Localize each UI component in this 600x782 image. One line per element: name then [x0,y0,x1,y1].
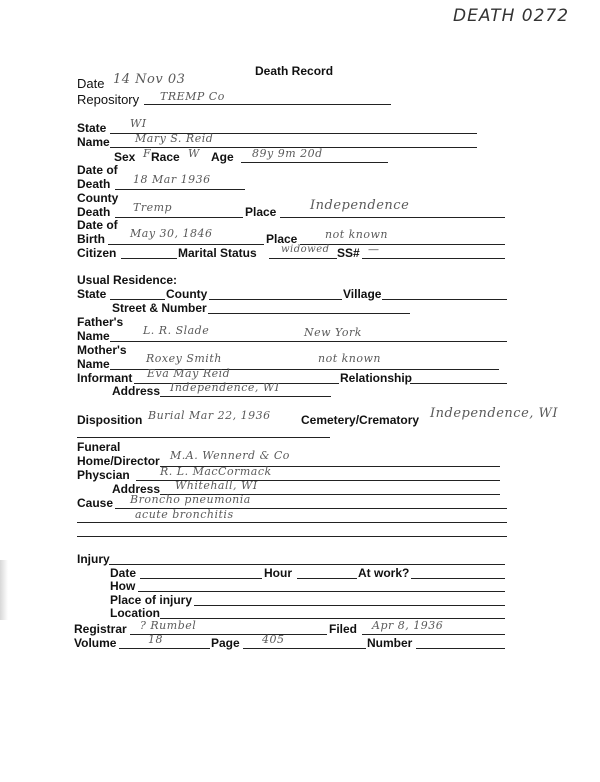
page-value: 405 [262,633,285,646]
birth-place-line [300,244,505,245]
number-line [416,648,505,649]
state-value: WI [130,117,147,130]
page-line [243,648,366,649]
cemetery-value: Independence, WI [430,406,559,421]
residence-state-label: State [77,287,107,301]
citizen-line [121,258,177,259]
birth-date-line [108,244,264,245]
death-county-line [115,217,243,218]
filed-label: Filed [329,622,358,636]
repository-value: TREMP Co [160,90,225,103]
informant-address-label: Address [112,384,161,398]
place-of-injury-label: Place of injury [110,593,193,607]
how-line [138,591,505,592]
village-label: Village [343,287,382,301]
filed-line [362,634,505,635]
cause-value-1: Broncho pneumonia [130,493,251,506]
registrar-value: ? Rumbel [140,619,197,632]
date-value: 14 Nov 03 [113,72,186,87]
cause-value-2: acute bronchitis [135,508,234,521]
home-director-label: Home/Director [77,454,160,468]
home-director-value: M.A. Wennerd & Co [170,449,290,462]
age-line [241,162,388,163]
physcian-address-value: Whitehall, WI [175,479,258,492]
death-place-line [280,217,505,218]
physcian-label: Physcian [77,468,130,482]
mother-place-value: not known [318,352,381,365]
page-label: Page [211,636,240,650]
informant-value: Eva May Reid [147,367,231,380]
date-label: Date [77,76,105,91]
injury-date-label: Date [110,566,137,580]
how-label: How [110,579,136,593]
usual-residence-label: Usual Residence: [77,273,178,287]
injury-label: Injury [77,552,110,566]
residence-county-label: County [166,287,208,301]
father-place-value: New York [304,326,362,339]
name-label: Name [77,135,110,149]
marital-status-label: Marital Status [178,246,257,260]
age-label: Age [211,150,234,164]
death-label: Death [77,177,111,191]
birth-date-value: May 30, 1846 [130,227,213,240]
village-line [382,299,507,300]
page-title: Death Record [255,64,334,78]
injury-line [109,564,505,565]
cause-line-2 [77,522,507,523]
county-death-label: Death [77,205,111,219]
repository-line [144,104,391,105]
relationship-line [410,383,507,384]
father-name-label: Name [77,329,110,343]
repository-label: Repository [77,92,140,107]
marital-status-line [269,258,337,259]
funeral-label: Funeral [77,440,121,454]
father-name-value: L. R. Slade [143,324,210,337]
age-value: 89y 9m 20d [252,147,323,160]
citizen-label: Citizen [77,246,117,260]
hour-line [297,578,357,579]
place-of-injury-line [194,605,505,606]
death-place-value: Independence [310,198,410,213]
father-name-line [110,341,507,342]
state-label: State [77,121,107,135]
date-of-birth-label: Date of [77,218,118,232]
residence-state-line [110,299,165,300]
cause-label: Cause [77,496,114,510]
birth-place-value: not known [325,228,388,241]
race-value: W [188,147,200,160]
cause-line-3 [77,536,507,537]
street-number-label: Street & Number [112,301,207,315]
registrar-label: Registrar [74,622,127,636]
number-label: Number [367,636,413,650]
informant-address-value: Independence, WI [170,381,280,394]
death-place-label: Place [245,205,277,219]
birth-label: Birth [77,232,105,246]
county-label: County [77,191,119,205]
volume-value: 18 [148,633,163,646]
at-work-line [411,578,505,579]
ss-line [362,258,505,259]
volume-line [119,648,210,649]
death-date-value: 18 Mar 1936 [133,173,211,186]
location-line [160,618,505,619]
disposition-value: Burial Mar 22, 1936 [148,409,271,422]
sex-value: F [143,147,152,160]
ss-label: SS# [337,246,360,260]
marital-status-value: widowed [281,244,330,255]
volume-label: Volume [74,636,117,650]
death-county-value: Tremp [133,201,173,214]
corner-label: DEATH 0272 [453,6,570,26]
injury-date-line [140,578,262,579]
informant-label: Informant [77,371,133,385]
race-label: Race [151,150,180,164]
cemetery-label: Cemetery/Crematory [301,413,420,427]
ss-value: — [368,243,380,256]
death-date-line [115,189,245,190]
mother-name-label: Name [77,357,110,371]
scan-smudge [0,560,8,620]
disposition-extra-line [77,437,330,438]
street-number-line [208,313,410,314]
mothers-label: Mother's [77,343,127,357]
informant-address-line [160,396,331,397]
physcian-address-label: Address [112,482,161,496]
location-label: Location [110,606,160,620]
fathers-label: Father's [77,315,124,329]
relationship-label: Relationship [340,371,413,385]
at-work-label: At work? [358,566,410,580]
hour-label: Hour [264,566,292,580]
date-of-death-label: Date of [77,163,118,177]
disposition-label: Disposition [77,413,143,427]
name-value: Mary S. Reid [135,132,214,145]
birth-place-label: Place [266,232,298,246]
residence-county-line [209,299,342,300]
sex-label: Sex [114,150,136,164]
physcian-value: R. L. MacCormack [160,465,272,478]
mother-name-value: Roxey Smith [146,352,222,365]
filed-value: Apr 8, 1936 [372,619,444,632]
